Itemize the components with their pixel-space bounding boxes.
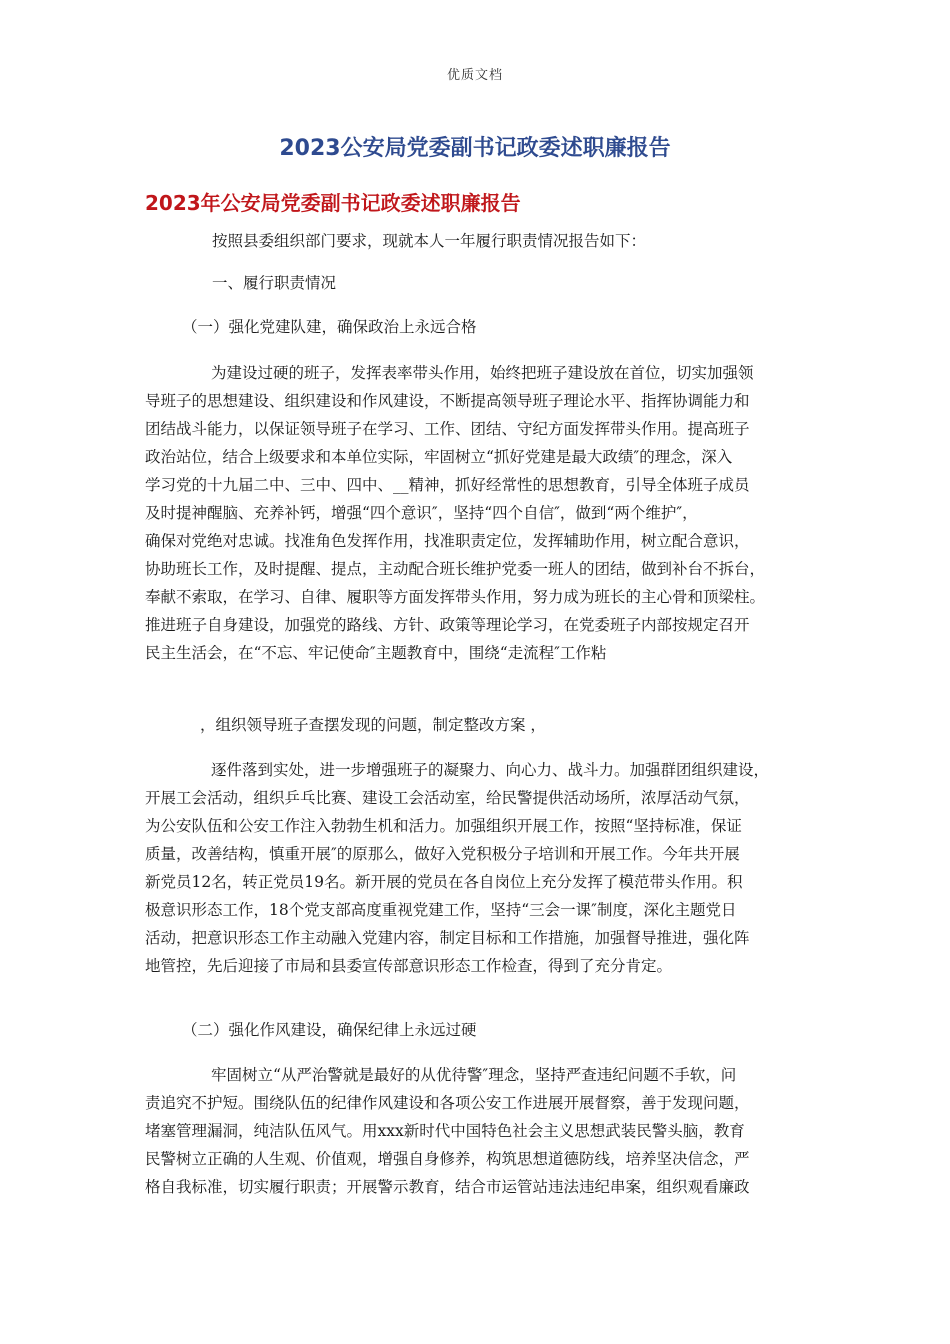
text-line: 地管控，先后迎接了市局和县委宣传部意识形态工作检查，得到了充分肯定。 xyxy=(145,957,673,975)
text-line: 活动，把意识形态工作主动融入党建内容，制定目标和工作措施，加强督导推进，强化阵 xyxy=(145,929,750,947)
text-line: 责追究不护短。围绕队伍的纪律作风建设和各项公安工作进展开展督察，善于发现问题， xyxy=(145,1094,750,1112)
text-line: 民主生活会，在“不忘、牢记使命″主题教育中，围绕“走流程″工作粘 xyxy=(145,644,607,662)
subsection-heading-1: （一）强化党建队建，确保政治上永远合格 xyxy=(182,318,477,336)
paragraph-fragment: ，组织领导班子查摆发现的问题，制定整改方案 ， xyxy=(200,716,546,734)
text-line: 协助班长工作，及时提醒、提点，主动配合班长维护党委一班人的团结，做到补台不拆台， xyxy=(145,560,766,578)
document-subtitle: 2023年公安局党委副书记政委述职廉报告 xyxy=(145,191,521,215)
text-line: 极意识形态工作，18个党支部高度重视党建工作，坚持“三会一课″制度，深化主题党日 xyxy=(145,901,737,919)
subsection-heading-2: （二）强化作风建设，确保纪律上永远过硬 xyxy=(182,1021,477,1039)
header-label: 优质文档 xyxy=(446,68,503,83)
intro-paragraph: 按照县委组织部门要求，现就本人一年履行职责情况报告如下： xyxy=(212,232,647,250)
text-line: 确保对党绝对忠诚。找准角色发挥作用，找准职责定位，发挥辅助作用，树立配合意识， xyxy=(145,532,750,550)
text-line: 导班子的思想建设、组织建设和作风建设，不断提高领导班子理论水平、指挥协调能力和 xyxy=(145,392,750,410)
text-line: 学习党的十九届二中、三中、四中、__精神，抓好经常性的思想教育，引导全体班子成员 xyxy=(145,476,750,494)
paragraph-block-2 xyxy=(145,756,805,980)
text-line: 为建设过硬的班子，发挥表率带头作用，始终把班子建设放在首位，切实加强领 xyxy=(211,364,754,382)
paragraph-block-1 xyxy=(145,359,805,667)
section-heading-1: 一、履行职责情况 xyxy=(212,274,337,292)
text-line: 推进班子自身建设，加强党的路线、方针、政策等理论学习，在党委班子内部按规定召开 xyxy=(145,616,750,634)
text-line: 堵塞管理漏洞，纯洁队伍风气。用xxx新时代中国特色社会主义思想武装民警头脑，教育 xyxy=(145,1122,745,1140)
text-line: 政治站位，结合上级要求和本单位实际，牢固树立“抓好党建是最大政绩″的理念，深入 xyxy=(145,448,733,466)
text-line: 为公安队伍和公安工作注入勃勃生机和活力。加强组织开展工作，按照“坚持标准，保证 xyxy=(145,817,742,835)
text-line: 格自我标准，切实履行职责；开展警示教育，结合市运管站违法违纪串案，组织观看廉政 xyxy=(145,1178,750,1196)
document-title: 2023公安局党委副书记政委述职廉报告 xyxy=(279,136,671,161)
text-line: 逐件落到实处，进一步增强班子的凝聚力、向心力、战斗力。加强群团组织建设， xyxy=(211,761,770,779)
text-line: 质量，改善结构，慎重开展″的原那么，做好入党积极分子培训和开展工作。今年共开展 xyxy=(145,845,740,863)
paragraph-block-3 xyxy=(145,1061,805,1201)
text-line: 团结战斗能力，以保证领导班子在学习、工作、团结、守纪方面发挥带头作用。提高班子 xyxy=(145,420,750,438)
text-line: 开展工会活动，组织乒乓比赛、建设工会活动室，给民警提供活动场所，浓厚活动气氛， xyxy=(145,789,750,807)
text-line: 牢固树立“从严治警就是最好的从优待警″理念，坚持严查违纪问题不手软，问 xyxy=(211,1066,737,1084)
text-line: 奉献不索取，在学习、自律、履职等方面发挥带头作用，努力成为班长的主心骨和顶梁柱。 xyxy=(145,588,766,606)
text-line: 民警树立正确的人生观、价值观，增强自身修养，构筑思想道德防线，培养坚决信念，严 xyxy=(145,1150,750,1168)
text-line: 及时提神醒脑、充养补钙，增强“四个意识″，坚持“四个自信″，做到“两个维护″， xyxy=(145,504,698,522)
text-line: 新党员12名，转正党员19名。新开展的党员在各自岗位上充分发挥了模范带头作用。积 xyxy=(145,873,743,891)
